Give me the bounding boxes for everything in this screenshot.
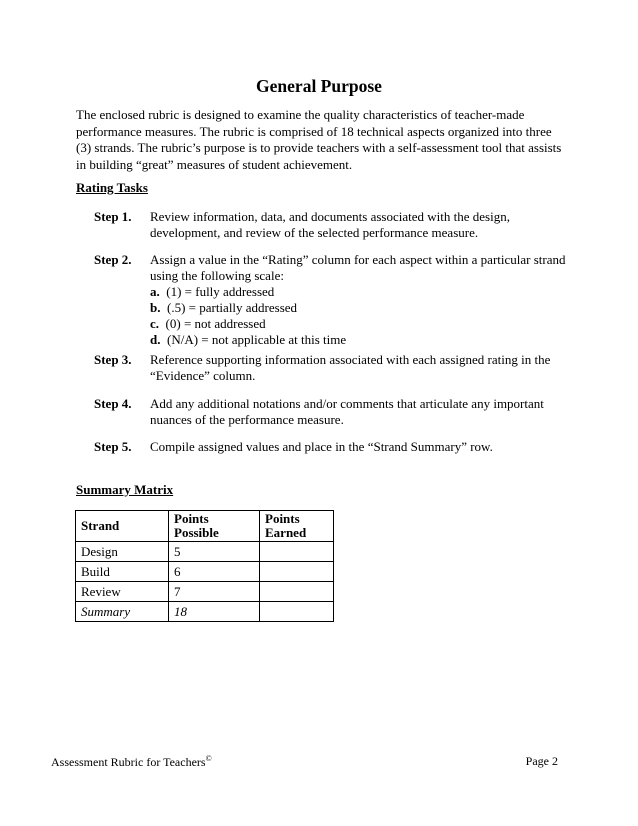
table-row-summary <box>76 602 334 622</box>
page-title: General Purpose <box>256 76 382 96</box>
cell-strand: Build <box>76 562 169 582</box>
footer-left <box>51 754 212 770</box>
step-text: Assign a value in the “Rating” column for each aspect within a particular strand using the following scale: <box>150 252 566 283</box>
step-4 <box>94 396 574 428</box>
step-label: Step 5. <box>94 439 132 454</box>
scale-option: c. (0) = not addressed <box>150 316 266 331</box>
cell-strand: Review <box>76 582 169 602</box>
column-header-points-possible: Points Possible <box>169 511 260 542</box>
step-1 <box>94 209 574 241</box>
scale-option: d. (N/A) = not applicable at this time <box>150 332 347 347</box>
step-text: Review information, data, and documents associated with the design, development, and review of the selected performance measure. <box>150 209 510 240</box>
step-label: Step 3. <box>94 352 132 367</box>
cell-points-possible: 5 <box>169 542 260 562</box>
footer-title: Assessment Rubric for Teachers <box>51 755 206 769</box>
cell-points-possible: 18 <box>169 602 260 622</box>
table-row <box>76 542 334 562</box>
copyright-mark: © <box>205 754 212 763</box>
cell-points-earned <box>260 542 334 562</box>
step-text: Reference supporting information associated with each assigned rating in the “Evidence” column. <box>150 352 551 383</box>
table-row <box>76 582 334 602</box>
step-label: Step 2. <box>94 252 132 267</box>
column-header-points-earned: Points Earned <box>260 511 334 542</box>
cell-points-earned <box>260 562 334 582</box>
table-row <box>76 562 334 582</box>
cell-strand: Design <box>76 542 169 562</box>
step-5 <box>94 439 574 455</box>
step-2 <box>94 252 574 348</box>
table-header-row <box>76 511 334 542</box>
step-text: Compile assigned values and place in the “Strand Summary” row. <box>150 439 493 454</box>
cell-points-possible: 7 <box>169 582 260 602</box>
step-label: Step 4. <box>94 396 132 411</box>
intro-paragraph: The enclosed rubric is designed to examine the quality characteristics of teacher-made performance measures. The rubric is comprised of 18 technical aspects organized into three (3) strands. The rubric’s purpose is to provide teachers with a self-assessment tool that assists in building “great” measures of student achievement. <box>76 107 562 172</box>
step-3 <box>94 352 574 384</box>
scale-option: a. (1) = fully addressed <box>150 284 275 299</box>
summary-matrix-table <box>75 510 334 622</box>
scale-option: b. (.5) = partially addressed <box>150 300 298 315</box>
step-text: Add any additional notations and/or comments that articulate any important nuances of the performance measure. <box>150 396 544 427</box>
column-header-strand: Strand <box>76 511 169 542</box>
cell-points-possible: 6 <box>169 562 260 582</box>
summary-matrix-heading: Summary Matrix <box>76 482 174 497</box>
cell-strand: Summary <box>76 602 169 622</box>
cell-points-earned <box>260 602 334 622</box>
step-label: Step 1. <box>94 209 132 224</box>
rating-tasks-heading: Rating Tasks <box>76 180 148 195</box>
cell-points-earned <box>260 582 334 602</box>
footer-page-number: Page 2 <box>525 754 558 768</box>
